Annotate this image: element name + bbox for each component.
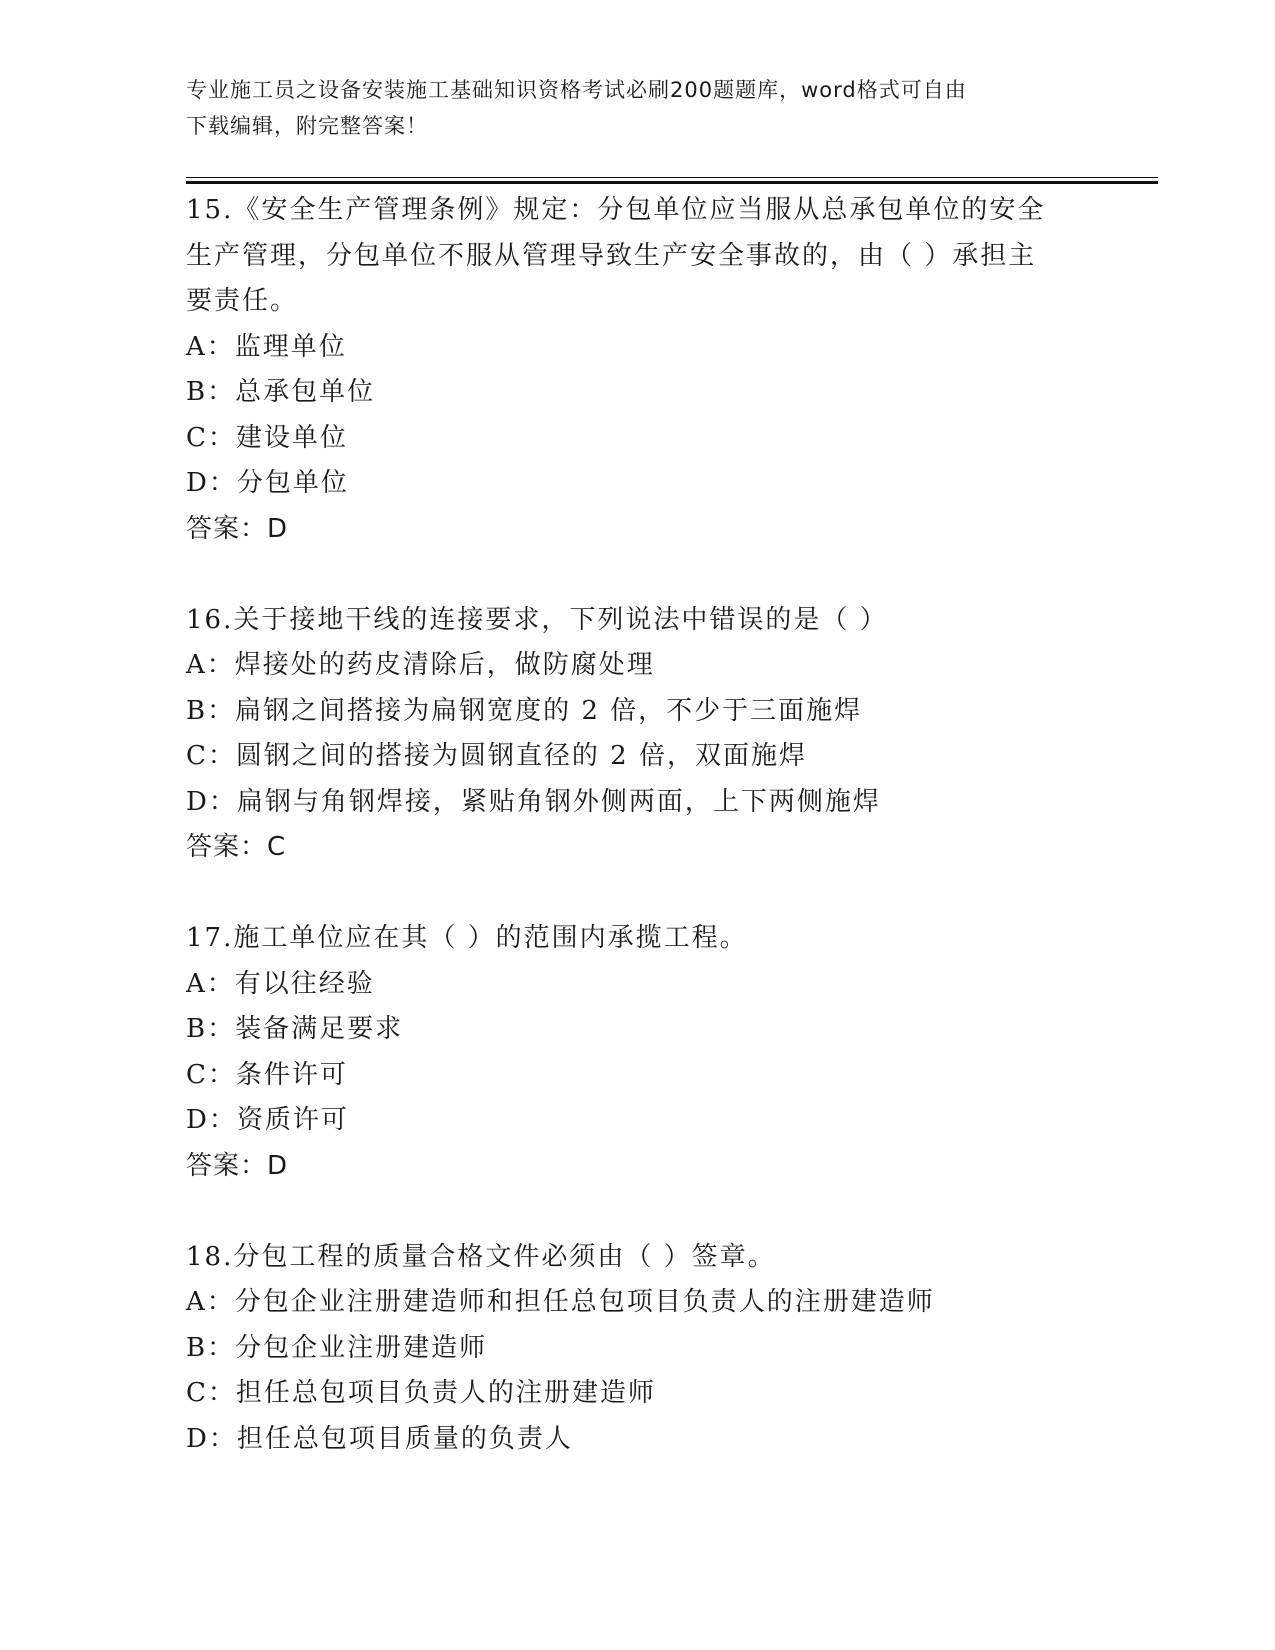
- option-d: D：扁钢与角钢焊接，紧贴角钢外侧两面，上下两侧施焊: [186, 786, 881, 817]
- option-a: A：分包企业注册建造师和担任总包项目负责人的注册建造师: [186, 1287, 935, 1317]
- question-stem: 要责任。: [186, 286, 299, 316]
- option-d: D：资质许可: [186, 1105, 349, 1135]
- header-divider: [186, 177, 1158, 178]
- option-b: B：分包企业注册建造师: [186, 1332, 488, 1363]
- question-stem: 生产管理，分包单位不服从管理导致生产安全事故的，由（ ）承担主: [186, 240, 1037, 271]
- document-header: [186, 72, 1086, 144]
- option-c: C：圆钢之间的搭接为圆钢直径的 2 倍，双面施焊: [186, 741, 807, 771]
- option-c: C：建设单位: [186, 422, 348, 453]
- answer-line: 答案：D: [186, 513, 289, 544]
- header-divider-thick: [186, 181, 1158, 184]
- question-stem: 16.关于接地干线的连接要求，下列说法中错误的是（ ）: [186, 604, 888, 635]
- question-spacer: [186, 552, 1086, 598]
- question-stem: 18.分包工程的质量合格文件必须由（ ）签章。: [186, 1241, 776, 1272]
- question-spacer: [186, 871, 1086, 917]
- question-list: [186, 188, 1086, 1462]
- question-17: [186, 916, 1086, 1189]
- option-a: A：焊接处的药皮清除后，做防腐处理: [186, 650, 655, 680]
- option-d: D：担任总包项目质量的负责人: [186, 1423, 573, 1454]
- question-stem: 17.施工单位应在其（ ）的范围内承揽工程。: [186, 923, 748, 953]
- question-18: [186, 1235, 1086, 1463]
- option-a: A：监理单位: [186, 331, 347, 362]
- option-a: A：有以往经验: [186, 968, 375, 999]
- answer-line: 答案：C: [186, 832, 287, 862]
- question-spacer: [186, 1189, 1086, 1235]
- option-b: B：装备满足要求: [186, 1014, 404, 1044]
- header-line: 专业施工员之设备安装施工基础知识资格考试必刷200题题库，word格式可自由: [186, 78, 967, 102]
- option-b: B：总承包单位: [186, 377, 376, 407]
- answer-line: 答案：D: [186, 1150, 289, 1181]
- option-b: B：扁钢之间搭接为扁钢宽度的 2 倍，不少于三面施焊: [186, 695, 863, 726]
- option-c: C：条件许可: [186, 1059, 348, 1090]
- question-15: [186, 188, 1086, 552]
- question-16: [186, 598, 1086, 871]
- header-line: 下载编辑，附完整答案！: [186, 114, 428, 138]
- option-c: C：担任总包项目负责人的注册建造师: [186, 1378, 656, 1408]
- option-d: D：分包单位: [186, 468, 349, 498]
- question-stem: 15.《安全生产管理条例》规定：分包单位应当服从总承包单位的安全: [186, 195, 1046, 225]
